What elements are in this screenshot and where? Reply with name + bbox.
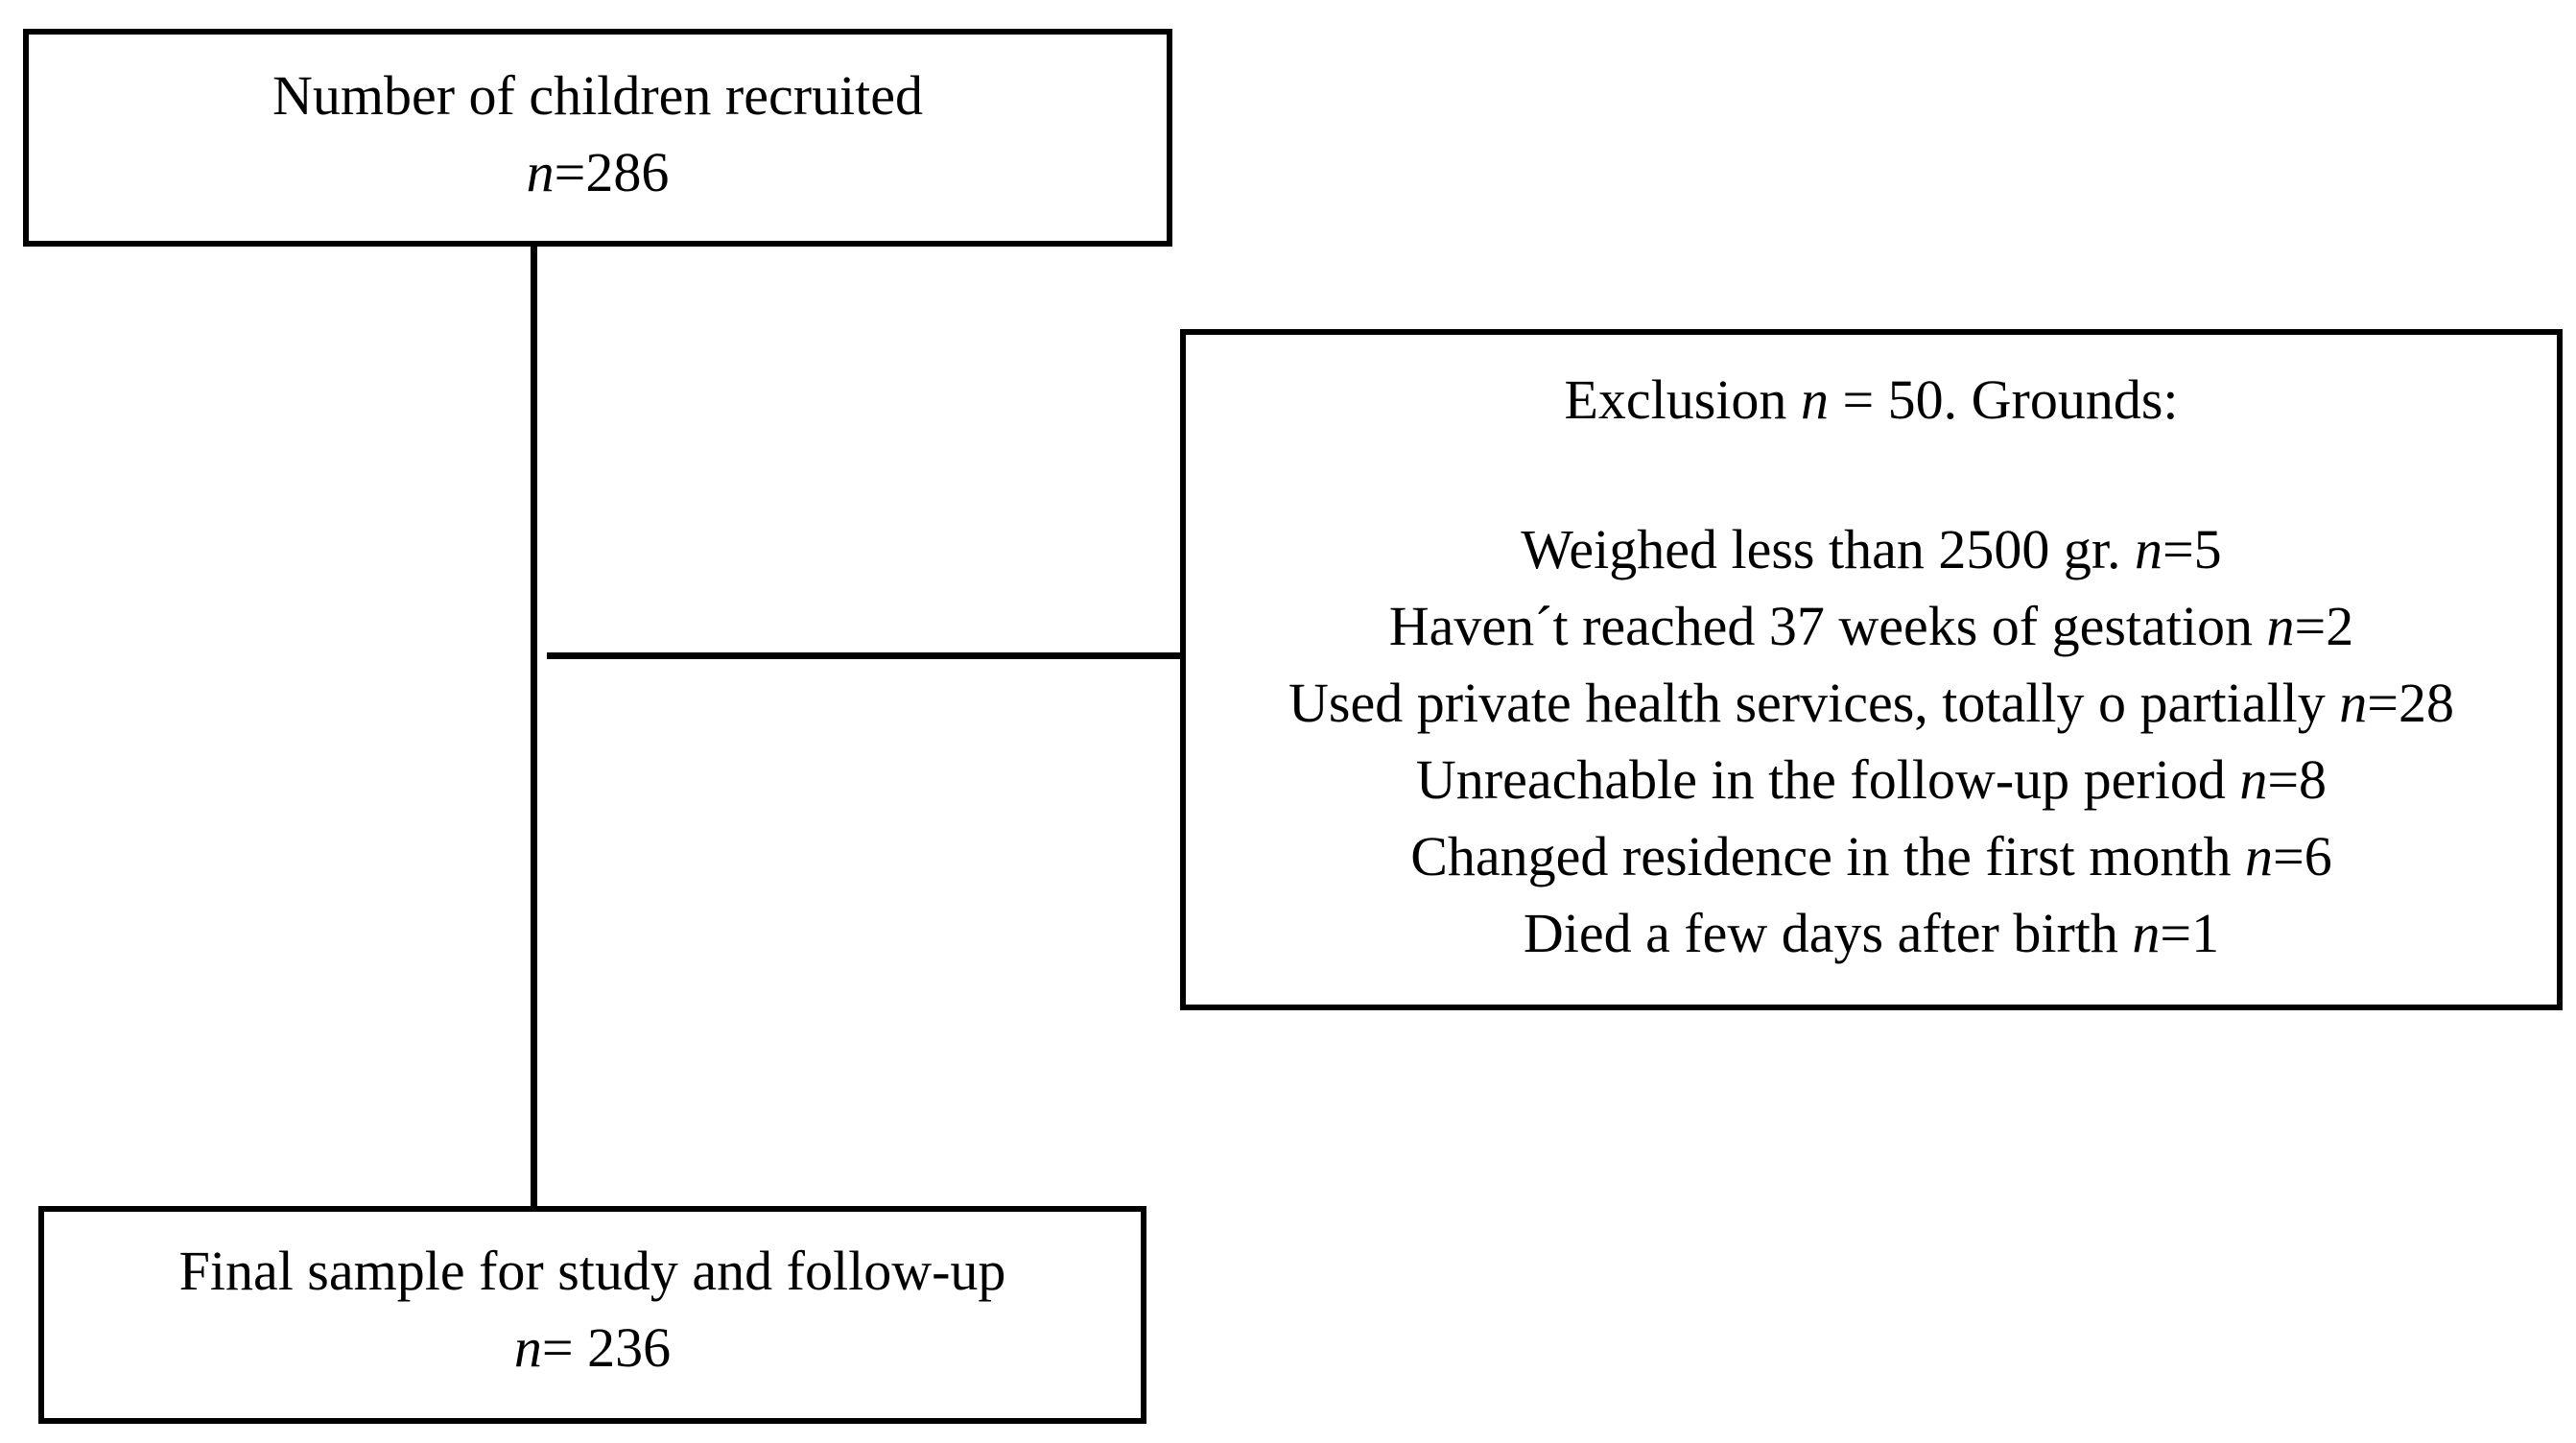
exclusion-n-symbol: n (1800, 368, 1829, 431)
reason-value: =1 (2160, 902, 2220, 964)
exclusion-reason (1186, 742, 2557, 818)
exclusion-reason (1186, 511, 2557, 588)
reason-n-symbol: n (2339, 672, 2368, 734)
reason-text: Used private health services, totally o partially (1288, 672, 2340, 734)
reason-text: Unreachable in the follow-up period (1415, 748, 2240, 811)
recruited-n-symbol: n (526, 141, 555, 203)
final-n-symbol: n (513, 1316, 542, 1379)
reason-n-symbol: n (2245, 825, 2274, 887)
exclusion-box (1180, 329, 2563, 1010)
exclusion-heading (1186, 362, 2557, 438)
reason-text: Haven´t reached 37 weeks of gestation (1388, 595, 2267, 657)
connector-vertical-line (531, 244, 537, 1209)
reason-value: =28 (2367, 672, 2454, 734)
final-title: Final sample for study and follow-up (178, 1240, 1006, 1302)
reason-text: Changed residence in the first month (1410, 825, 2246, 887)
reason-value: =5 (2162, 518, 2222, 580)
final-count (44, 1310, 1141, 1386)
recruited-n-value: =286 (554, 141, 670, 203)
final-sample-box (38, 1206, 1146, 1424)
reason-value: =8 (2267, 748, 2328, 811)
recruited-box (23, 29, 1172, 247)
exclusion-prefix: Exclusion (1564, 368, 1801, 431)
reason-value: =6 (2273, 825, 2332, 887)
recruited-title: Number of children recruited (272, 64, 923, 127)
reason-n-symbol: n (2132, 902, 2161, 964)
reason-n-symbol: n (2266, 595, 2295, 657)
reason-n-symbol: n (2239, 748, 2268, 811)
reason-text: Died a few days after birth (1523, 902, 2133, 964)
final-n-value: = 236 (541, 1316, 672, 1379)
recruited-count (29, 134, 1167, 211)
exclusion-reason (1186, 895, 2557, 972)
exclusion-reason (1186, 588, 2557, 665)
reason-n-symbol: n (2134, 518, 2162, 580)
reason-text: Weighed less than 2500 gr. (1521, 518, 2135, 580)
exclusion-spacer (1186, 438, 2557, 511)
exclusion-suffix: = 50. Grounds: (1828, 368, 2179, 431)
exclusion-reason (1186, 665, 2557, 742)
connector-exclusion-line (547, 652, 1183, 659)
exclusion-reason (1186, 818, 2557, 895)
reason-value: =2 (2294, 595, 2354, 657)
